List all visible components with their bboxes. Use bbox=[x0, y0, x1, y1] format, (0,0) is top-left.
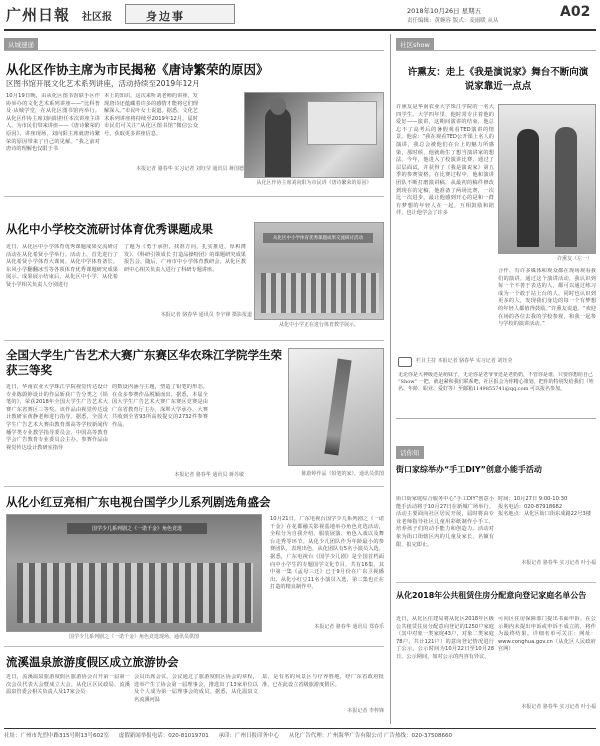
article-4-text: 10月21日，广东电视台国学少儿系列剧之《一诺千金》在花都融关影视基地举办角色竞选活动，全程分为自我介绍、服装展演、角色入戏以及舞台走秀等环节。从化少儿团队作为年龄最小的参赛团队，表现出色，从化团队有5名小演员入选。据悉，广东电视台《国学少儿剧》是全国首档面向中小学生的专题国学文化节目，共有16集，其中第一集《孟母三迁》已于9月份在广东卫视播出。从化小红豆11名小演员入选，第二集也正在打造的精良制作中。 bbox=[270, 516, 384, 591]
issue-date: 2018年10月26日 星期五 bbox=[407, 7, 482, 15]
footer-ads: 从化广告代理：广州海华广告有限公司 广告热线：020-37508660 bbox=[288, 733, 452, 739]
footer-rule bbox=[4, 728, 596, 729]
rule-2 bbox=[4, 340, 384, 341]
show-col-1: 许熏友是华南农业大学珠江学院的一名大四学生。大学四年里，他时常专注着他的爱好——演讲，这期间演讲的结束，他总忘不了高考后的暑假观看TED演讲的情景。他说：“我在观看TED公开课上名人的演讲，我总会被他们在台上的魅力所感染，那时候，他就萌生了想当演讲家的想法。今年，他进入了校演讲比赛，通过了层层面试，并获得了《我是演说家》第五季的参赛资格。在比赛过程中，他和演讲团队不断打磨演讲稿，从最初的稿件修改到现在的定稿，他准备了两场比赛，一次比一次进步。最让他感到开心的是和一群有梦想的年轻人在一起，互相鼓励和陪伴，也让他学会了许多 bbox=[396, 104, 494, 217]
children-group bbox=[17, 563, 253, 623]
article-5-byline: 本报记者 李梓锋 bbox=[347, 708, 384, 714]
show-byline: 栏目主持 本报记者 骆春华 实习记者 刘钰莹 bbox=[416, 358, 513, 364]
article-2-col-1: 近日，从化区中小学体育优秀课题成果交流研讨活动在从化希贤小学举行。活动上，首先进行了从化希贤小学体育大课间。从化中学体育备长、东风小学翻翻冰雪等各项体育优秀课题研究成果展示。成果展示结束后，从化区中小学、从化希贤小学相关负责人分别进行 bbox=[6, 244, 118, 288]
article-5-col-2: 会员出席会议。会议通过了旅游度假区协会的章程，选举产生了协会第一届理事会，推选出了13家单位以及个人成为第一届理事会的成员。据悉，从化温泉文名流溪河温 bbox=[134, 674, 258, 703]
article-2-byline: 本报记者 骆春华 通讯员 李宇锋 摄影报道 bbox=[160, 312, 252, 318]
rule-r1 bbox=[396, 418, 596, 419]
notice-1-byline: 本报记者 骆春华 实习记者 叶小福 bbox=[521, 560, 596, 566]
notice-1-col-2: 时间：10月27日 9:00-10:30 报名电话：020-87918682 报名地点：从化区街口街东成路22号3楼 bbox=[498, 496, 591, 518]
notice-2-col-1: 近日，从化区住建局将从化区2018年区级公共租赁住房分配意向登记的1250户家庭（其中对象一类家庭43户，对象二类家庭78户，共计121户）的意向登记情况进行了公示，公示时间为10月22日至10月28日。公示期间，如对公示的内容有异议， bbox=[396, 616, 494, 660]
article-1-byline: 本报记者 骆春华 实习记者 刘钰莹 通讯员 蒋国德 bbox=[136, 166, 244, 172]
footer-hotline: 虚假新闻举报电话：020-81019701 bbox=[118, 733, 209, 739]
right-tag-rule bbox=[396, 50, 596, 51]
article-4-title: 从化小红豆亮相广东电视台国学少儿系列剧选角盛会 bbox=[6, 495, 271, 509]
person-right bbox=[555, 127, 577, 247]
article-5-col-3: 泉，是有名的风景区与疗养胜地，经广东省政府批准，已在此设立省级旅游度假区。 bbox=[262, 674, 384, 688]
rule-1 bbox=[4, 196, 384, 197]
article-2-caption: 从化中小学正在进行体育教学展示。 bbox=[278, 322, 359, 328]
article-3-caption: 陈蔚婷作品《铅笔的家》。通讯员供图 bbox=[301, 471, 384, 477]
article-1-caption: 从化区作协主席刘向阳为市民讲《唐诗繁荣的原因》 bbox=[256, 180, 372, 186]
article-4-photo bbox=[6, 514, 262, 632]
speaker-figure bbox=[265, 107, 291, 177]
speaker-head bbox=[270, 97, 286, 115]
footer-publisher: 承印：广州日报印务中心 bbox=[218, 733, 279, 739]
pencil-artwork bbox=[324, 358, 351, 455]
notice-1-col-1: 街口街家庭综合服务中心“手工DIY”创意小能手活动将于10月27日在新城广场举行。活动主要面向社区居民开展，届时将由专业老师指导社区儿童用彩纸制作小手工、培养孩子们的动手能力和创造力。活动对象为街口街辖区内的儿童及家长，名额有限，报完即止。 bbox=[396, 496, 494, 548]
show-photo-caption: 许熏友（左一） bbox=[556, 256, 592, 262]
right-section-tag: 社区show bbox=[396, 38, 434, 51]
column-banner bbox=[125, 4, 235, 24]
article-2-banner: 从化区中小学体育优秀课题成果交流研讨活动 bbox=[263, 233, 373, 243]
article-5-title: 流溪温泉旅游度假区成立旅游协会 bbox=[6, 655, 179, 669]
article-3-col-2: 的数设内涵与主题，塑造了铅笔的形态。在众多参赛作品脱颖而出。据悉，本届全国大学生广告艺术大赛广东赛区竞赛是由广东省教育厅主办，深圳大学承办，大赛共收到全省93所高校提交的2732件参赛作品。 bbox=[112, 384, 208, 428]
editor-line: 责任编辑：黄婉容 版式：麦雨暖 从从 bbox=[407, 18, 499, 24]
article-3-byline: 本报记者 骆春华 通讯员 蒋苏敏 bbox=[174, 472, 244, 478]
rule-3 bbox=[4, 486, 384, 487]
article-3-col-1: 近日，华南农业大学珠江学院视觉传达设计专业陈蔚婷设计的作品斩获广告分类之《铅笔的》，荣获2018年全国大学生广告艺术大赛广东省赛区三等奖。该作品由视觉传达设计教研室黄静老师进行指导。据悉，全国大学生广告艺术大赛由教育部高等学校新闻传播学类专业教学指导委员会、中国高等教育学会广告教育专业委员会主办。参赛作品由视觉传达设计教研室指导 bbox=[6, 384, 108, 451]
footer-address: 社址：广州市先烈中路315号附13号602室 bbox=[4, 733, 109, 739]
rule-r2 bbox=[396, 582, 596, 583]
column-title: 身边事 bbox=[146, 10, 185, 23]
column-divider bbox=[390, 34, 391, 724]
masthead bbox=[0, 0, 600, 30]
left-section-tag: 从城速递 bbox=[4, 38, 38, 51]
article-2-title: 从化中小学校交流研讨体育优秀课题成果 bbox=[6, 222, 213, 236]
article-1-subtitle: 区图书馆开展文化艺术系列讲座，活动持续至2019年12月 bbox=[6, 79, 200, 88]
show-col-2: 合作、有许多媒体和观众都在现场观看我们的演讲。通过这个演讲活动，我认识到每一个不善于表达的人，都可以通过练习成为一个敢于站上台的人。同时也认识到更多的人，发现我们身边的每一个有梦想的年轻人都值得鼓励。”许熏友说道。“欢迎在场的各位去我的学校参观，和我一起参与学校的演讲活动。” bbox=[498, 268, 596, 328]
article-1-col-2: 本上的知识，这次来听刘老师的讲座，发现唐诗还蕴藏着许多的感情才能将它们理解深入。”市民叶女士说道。据悉，文化艺术系列讲座将持续至2019年12月。届时市民们可关注“从化区图书馆”微信公众号，获取更多讲座信息。 bbox=[104, 93, 198, 137]
newspaper-logo: 广州日報 bbox=[6, 6, 71, 24]
show-photo bbox=[498, 104, 596, 254]
notice-2-col-2: 可向区住房保障部门提出书面申诉。在公示期内未提出申诉或申诉不成立的，将作为最终结果。详细名单可关注：网址：www.conghua.gov.cn（从化区人民政府官网） bbox=[498, 616, 596, 653]
left-tag-rule bbox=[4, 50, 384, 51]
section-name: 社区报 bbox=[82, 12, 112, 23]
article-4-caption: 国学少儿系列剧之《一诺千金》角色竞选现场。通讯员供图 bbox=[68, 634, 199, 640]
article-4-banner: 国学少儿系列剧之《一诺千金》角色竞选 bbox=[67, 523, 207, 534]
article-5-col-1: 近日，流溪温泉旅游度假区旅游协会召开第一届第一次会员代表大会暨成立大会。从化区区民政局、流溪温泉管委会相关负责人及17家会员 bbox=[6, 674, 130, 696]
notice-1-title: 街口家综举办“手工DIY”创意小能手活动 bbox=[396, 465, 542, 474]
show-callout: 无论你是大神级还是萌妹子，无论你是老爷爷还是老奶奶，不管你是谁，只要你想给自己 “Show” 一把，就赶紧和我们联系吧，社区报会为你精心策划，把你的特别发给我们（姓名、年龄、职业、爱好等）至邮箱1149855741@qq.com 可以报名参加。 bbox=[398, 372, 594, 393]
notice-2-title: 从化2018年公共租赁住房分配意向登记家庭名单公告 bbox=[396, 591, 587, 600]
article-2-col-2: 了题为《勇于承担，找准方向，扎实推进，厚积薄发》、《科研引领成长 打造品操特团》的课题研究成果报告会。随后，广州市中小学体育教研会、从化区教研中心相关负责人进行了科研专题讲座。 bbox=[124, 244, 246, 273]
article-3-photo bbox=[288, 348, 384, 466]
article-1-col-1: 10月19日晚，由从化区图书馆联手区作协举办的文化艺术系列讲座——“比科普及·从城学堂，在从化区图书馆内举行。从化区作协主席刘向阳担任本次讲座主讲人，为市民们带来讲座——《唐诗繁荣的原因》。讲座现场，刘向阳主席就唐诗繁荣的原因带来了自己的见解。“我之前对唐诗的理解也仅限于书 bbox=[6, 93, 100, 153]
rule-4 bbox=[4, 646, 384, 647]
show-logo bbox=[398, 357, 412, 367]
students-group bbox=[261, 273, 379, 313]
article-1-title: 从化区作协主席为市民揭秘《唐诗繁荣的原因》 bbox=[6, 62, 269, 77]
article-1-photo bbox=[244, 92, 384, 178]
projection-screen bbox=[307, 101, 377, 145]
article-2-photo bbox=[254, 222, 384, 320]
notice-2-byline: 本报记者 骆春华 实习记者 叶小福 bbox=[521, 704, 596, 710]
page-code: A02 bbox=[560, 4, 591, 20]
show-title: 许熏友：走上《我是演说家》舞台不断向演说家靠近一点点 bbox=[407, 67, 589, 92]
footer bbox=[4, 731, 596, 743]
article-4-byline: 本报记者 骆春华 通讯员 郑春乐 bbox=[314, 624, 384, 630]
person-left bbox=[517, 129, 539, 247]
article-3-title: 全国大学生广告艺术大赛广东赛区华农珠江学院学生荣获三等奖 bbox=[6, 348, 282, 377]
masthead-rule bbox=[4, 29, 596, 31]
notice-section-tag: 话你知 bbox=[396, 446, 424, 459]
